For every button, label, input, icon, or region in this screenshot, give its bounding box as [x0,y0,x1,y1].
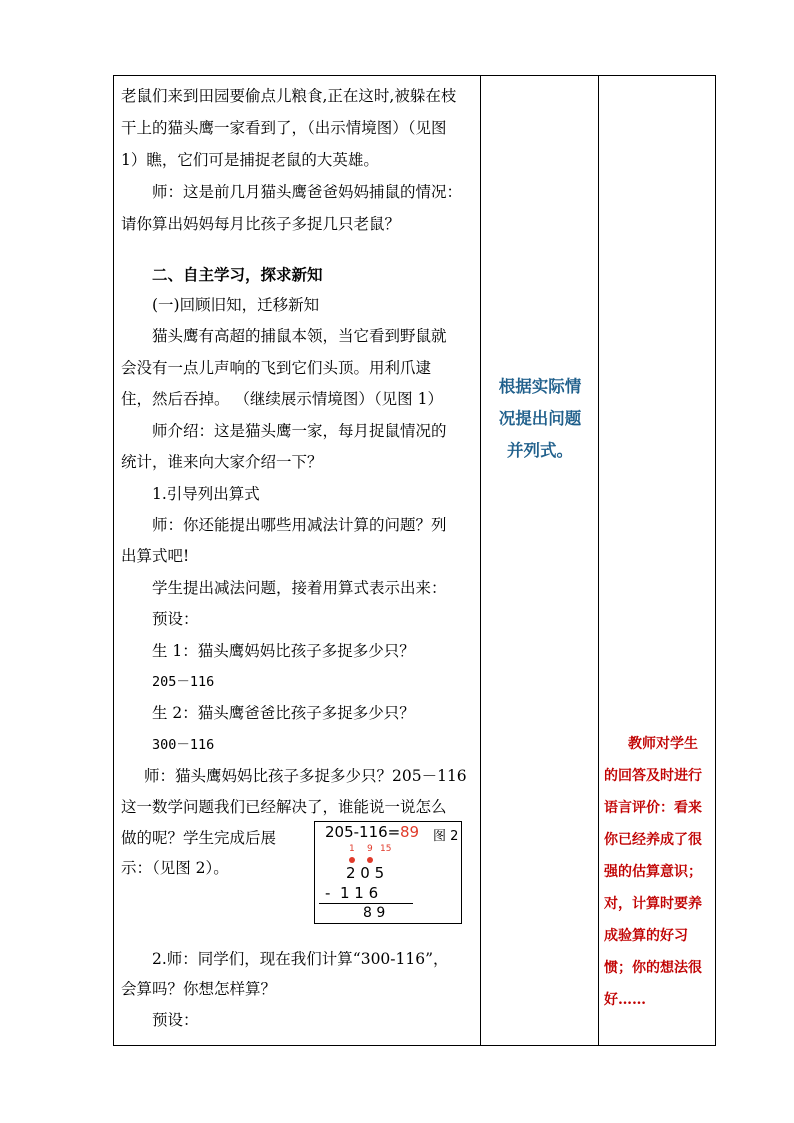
comment-line: 对，计算时要养 [604,896,702,912]
borrow-dot [367,857,373,863]
activity-line: 并列式。 [507,441,573,460]
borrow-dot [349,857,355,863]
text-line: 师：这是前几月猫头鹰爸爸妈妈捕鼠的情况： [152,183,463,201]
figure-2-vertical-subtraction [314,821,462,924]
comment-line: 教师对学生 [628,736,698,752]
sum-rule [319,903,413,904]
figure-result: 89 [400,823,420,841]
comment-line: 成验算的好习 [604,928,688,944]
comment-line: 强的估算意识； [604,864,702,880]
carry-mark: 9 [367,844,373,854]
figure-equation: 205-116= [325,823,401,841]
text-line: 统计，谁来向大家介绍一下？ [121,453,323,471]
text-line: 猫头鹰有高超的捕鼠本领，当它看到野鼠就 [152,327,447,345]
text-line: 师介绍：这是猫头鹰一家，每月捉鼠情况的 [152,422,447,440]
text-line: 生 2：猫头鹰爸爸比孩子多捉多少只？ [152,704,415,722]
text-line: 学生提出减法问题，接着用算式表示出来： [152,579,447,597]
text-line: 做的呢？学生完成后展 [121,829,277,847]
lesson-plan-table [113,75,716,1046]
text-line: 老鼠们来到田园要偷点儿粮食,正在这时,被躲在枝 [121,87,457,105]
carry-mark: 15 [380,844,392,854]
text-line: 请你算出妈妈每月比孩子多捉几只老鼠？ [121,215,401,233]
text-line: 预设： [152,1011,199,1029]
figure-label: 图 2 [433,829,459,844]
subsection-heading: (一)回顾旧知，迁移新知 [152,296,320,314]
expression-line: 300－116 [152,737,215,753]
text-line: 出算式吧! [121,547,190,565]
comment-line: 惯；你的想法很 [604,960,702,976]
text-line: 会算吗？你想怎样算？ [121,980,277,998]
text-line: 示：（见图 2）。 [121,859,229,877]
carry-mark: 1 [349,844,355,854]
text-line: 生 1：猫头鹰妈妈比孩子多捉多少只？ [152,642,415,660]
expression-line: 205－116 [152,674,215,690]
column-divider [598,76,599,1045]
text-line: 2.师：同学们，现在我们计算“300-116”， [152,950,449,968]
text-line: 1）瞧，它们可是捕捉老鼠的大英雄。 [121,151,379,169]
text-line: 干上的猫头鹰一家看到了，（出示情境图）（见图 [121,119,447,137]
comment-line: 语言评价：看来 [604,800,702,816]
text-line: 预设： [152,610,199,628]
student-activity-column [482,371,598,467]
section-heading: 二、自主学习，探求新知 [152,265,323,284]
text-line: 会没有一点儿声响的飞到它们头顶。用利爪逮 [121,359,432,377]
difference: 8 9 [363,905,386,921]
subtrahend: - 1 1 6 [325,884,379,902]
comment-line: 的回答及时进行 [604,768,702,784]
activity-line: 况提出问题 [498,409,582,428]
minuend: 2 0 5 [346,864,385,882]
text-line: 住，然后吞掉。 （继续展示情境图）（见图 1） [121,390,443,408]
text-line: 1.引导列出算式 [152,485,260,503]
column-divider [480,76,481,1045]
text-line: 师：猫头鹰妈妈比孩子多捉多少只？205－116 [144,767,467,785]
activity-line: 根据实际情 [498,377,582,396]
text-line: 师：你还能提出哪些用减法计算的问题？列 [152,516,447,534]
text-line: 这一数学问题我们已经解决了，谁能说一说怎么 [121,798,447,816]
comment-line: 你已经养成了很 [604,832,702,848]
comment-line: 好…… [604,992,646,1008]
